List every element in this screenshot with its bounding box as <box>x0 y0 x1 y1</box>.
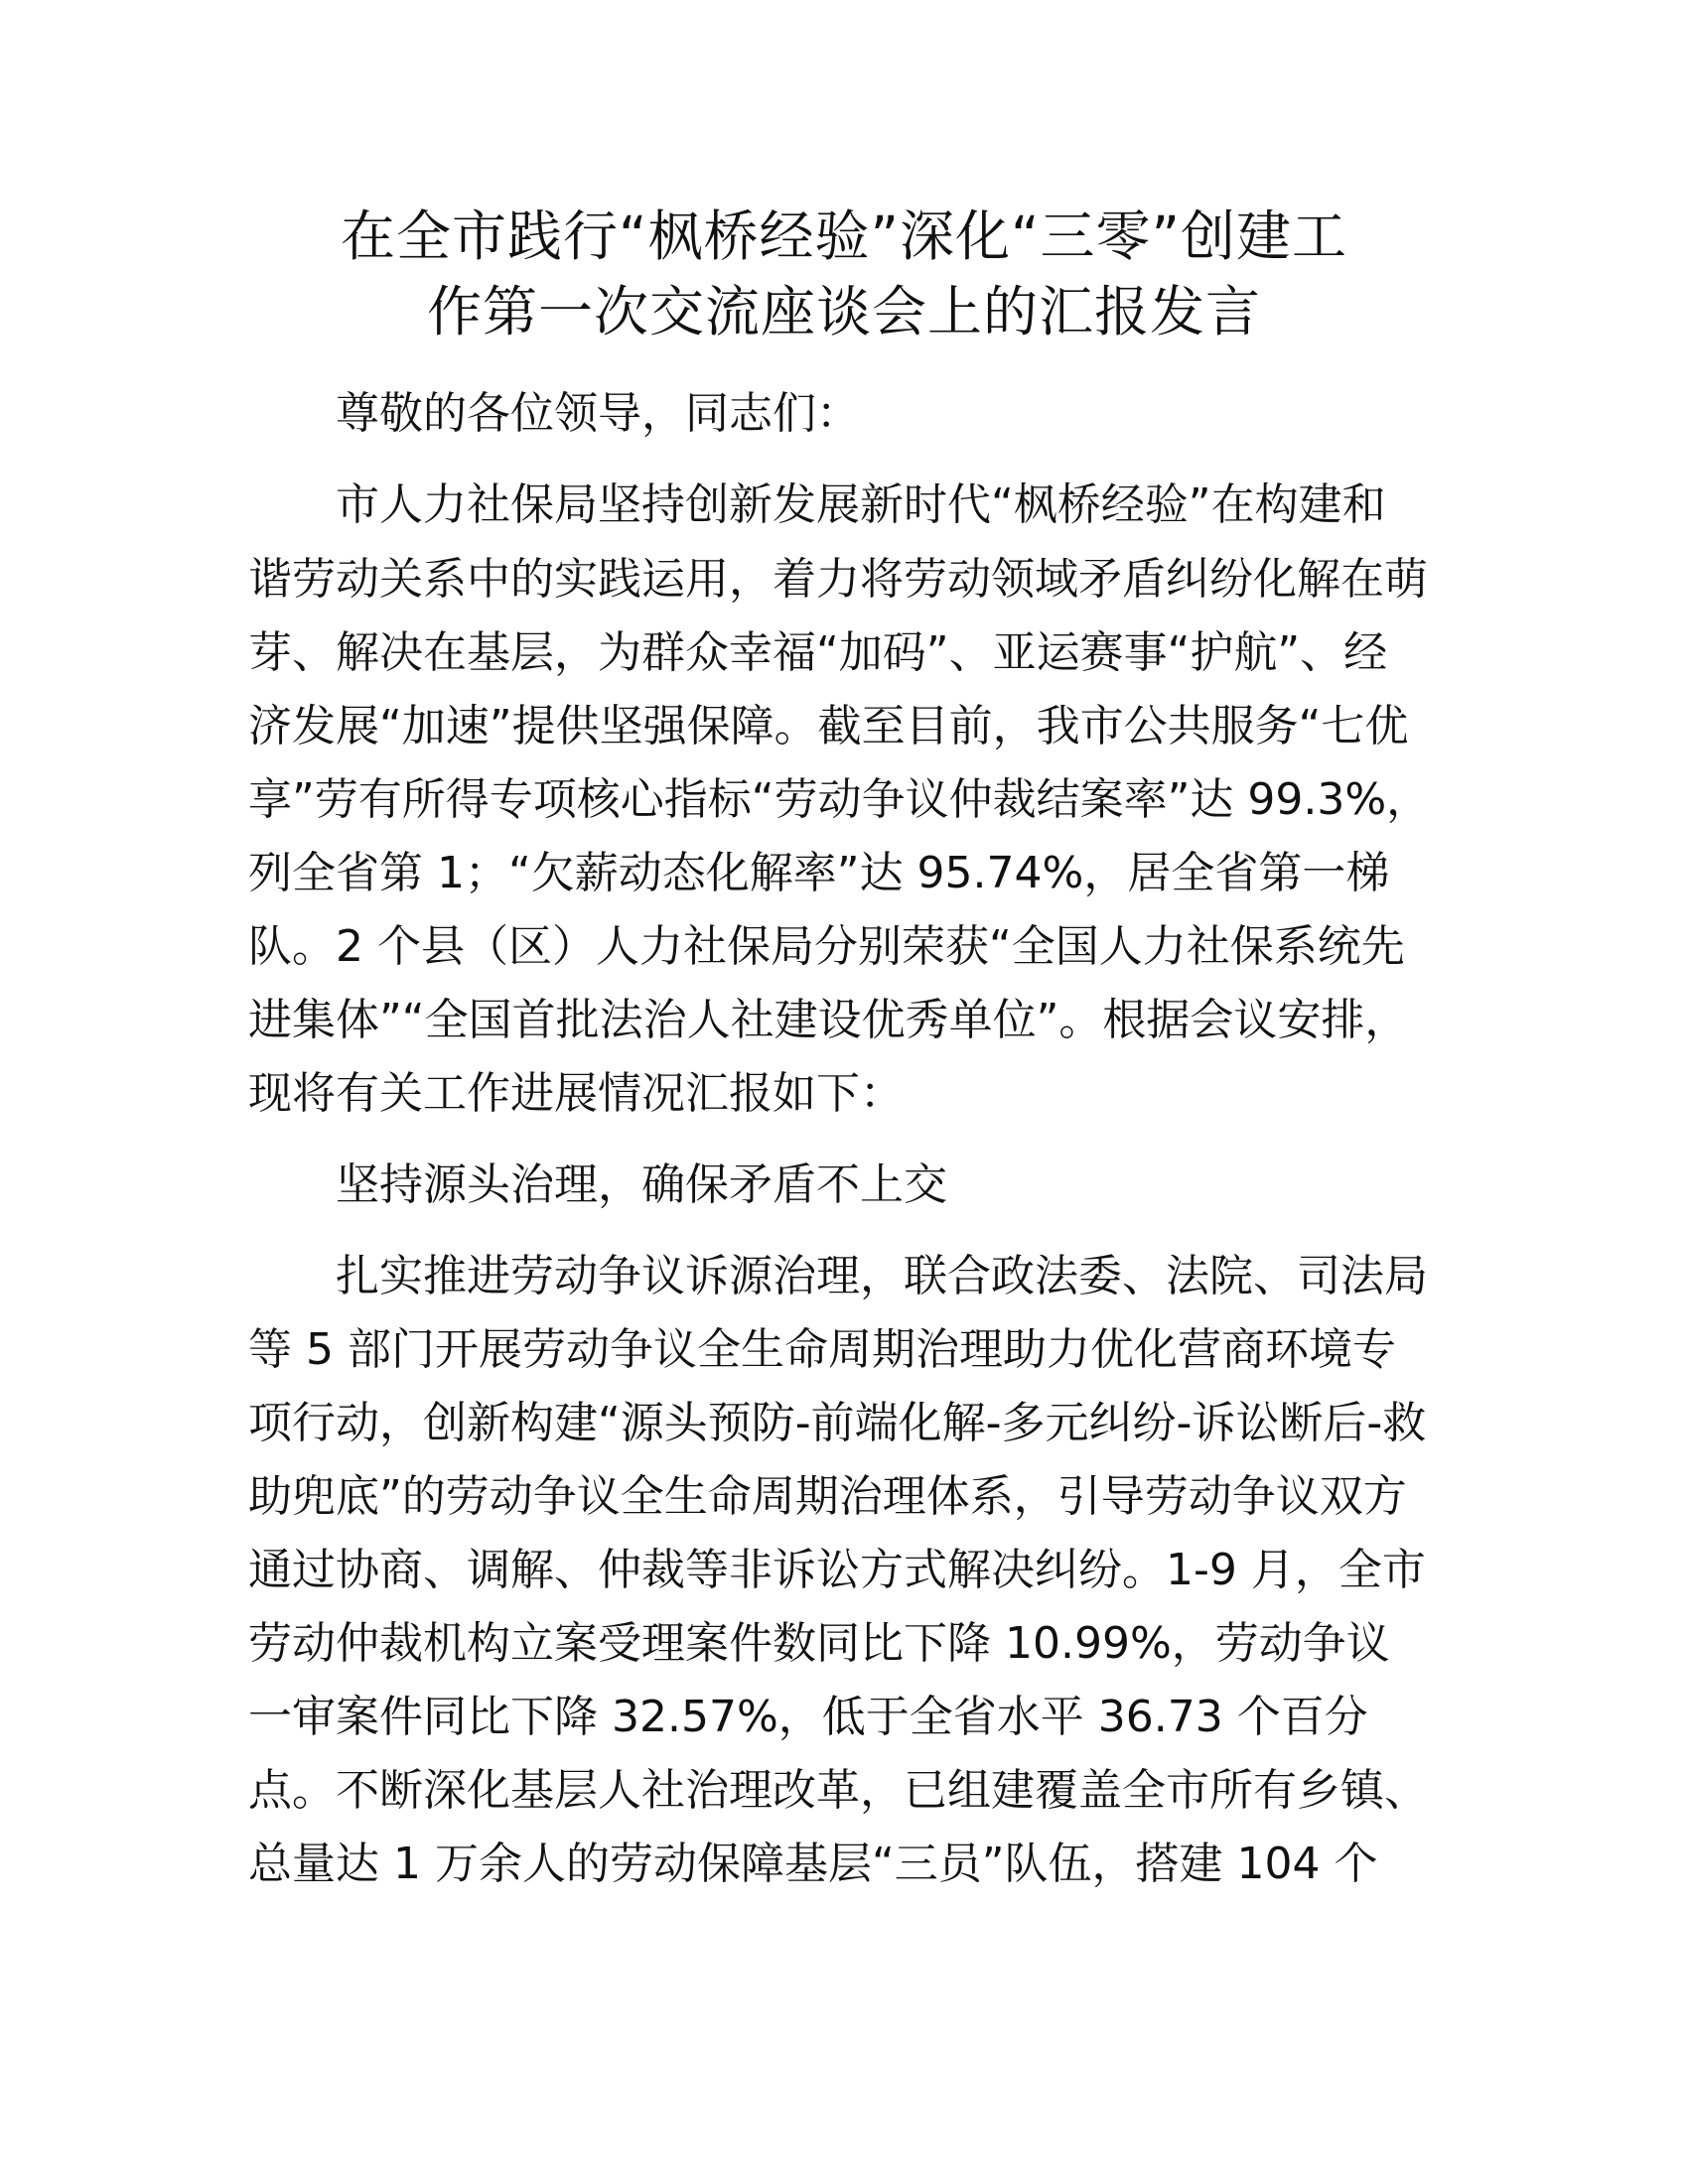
paragraph-1-line-7: 队。2 个县（区）人力社保局分别荣获“全国人力社保系统先 <box>248 921 1405 972</box>
section-heading-1: 坚持源头治理，确保矛盾不上交 <box>336 1160 947 1210</box>
paragraph-2-line-8: 点。不断深化基层人社治理改革，已组建覆盖全市所有乡镇、 <box>248 1765 1428 1816</box>
paragraph-1-line-2: 谐劳动关系中的实践运用，着力将劳动领域矛盾纠纷化解在萌 <box>248 554 1428 605</box>
document-title <box>238 199 1450 349</box>
paragraph-2-line-3: 项行动，创新构建“源头预防-前端化解-多元纠纷-诉讼断后-救 <box>248 1398 1427 1448</box>
title-line-1: 在全市践行“枫桥经验”深化“三零”创建工 <box>341 205 1347 268</box>
paragraph-1-line-8: 进集体”“全国首批法治人社建设优秀单位”。根据会议安排， <box>248 995 1409 1045</box>
paragraph-1-line-5: 享”劳有所得专项核心指标“劳动争议仲裁结案率”达 99.3%， <box>248 774 1431 825</box>
paragraph-1-line-3: 芽、解决在基层，为群众幸福“加码”、亚运赛事“护航”、经 <box>248 627 1388 678</box>
paragraph-1-line-1: 市人力社保局坚持创新发展新时代“枫桥经验”在构建和 <box>336 479 1386 530</box>
salutation: 尊敬的各位领导，同志们： <box>336 388 860 439</box>
title-line-2: 作第一次交流座谈会上的汇报发言 <box>426 280 1261 343</box>
paragraph-1-line-4: 济发展“加速”提供坚强保障。截至目前，我市公共服务“七优 <box>248 701 1409 751</box>
paragraph-2-line-9: 总量达 1 万余人的劳动保障基层“三员”队伍，搭建 104 个 <box>248 1839 1378 1889</box>
paragraph-2-line-7: 一审案件同比下降 32.57%，低于全省水平 36.73 个百分 <box>248 1692 1368 1742</box>
paragraph-2-line-4: 助兜底”的劳动争议全生命周期治理体系，引导劳动争议双方 <box>248 1471 1407 1522</box>
paragraph-2-line-2: 等 5 部门开展劳动争议全生命周期治理助力优化营商环境专 <box>248 1324 1396 1375</box>
paragraph-2-line-1: 扎实推进劳动争议诉源治理，联合政法委、法院、司法局 <box>336 1251 1428 1301</box>
paragraph-1-line-9: 现将有关工作进展情况汇报如下： <box>248 1068 904 1119</box>
paragraph-1-line-6: 列全省第 1；“欠薪动态化解率”达 95.74%，居全省第一梯 <box>248 848 1390 898</box>
paragraph-2-line-5: 通过协商、调解、仲裁等非诉讼方式解决纠纷。1-9 月，全市 <box>248 1545 1426 1595</box>
paragraph-2-line-6: 劳动仲裁机构立案受理案件数同比下降 10.99%，劳动争议 <box>248 1618 1390 1669</box>
